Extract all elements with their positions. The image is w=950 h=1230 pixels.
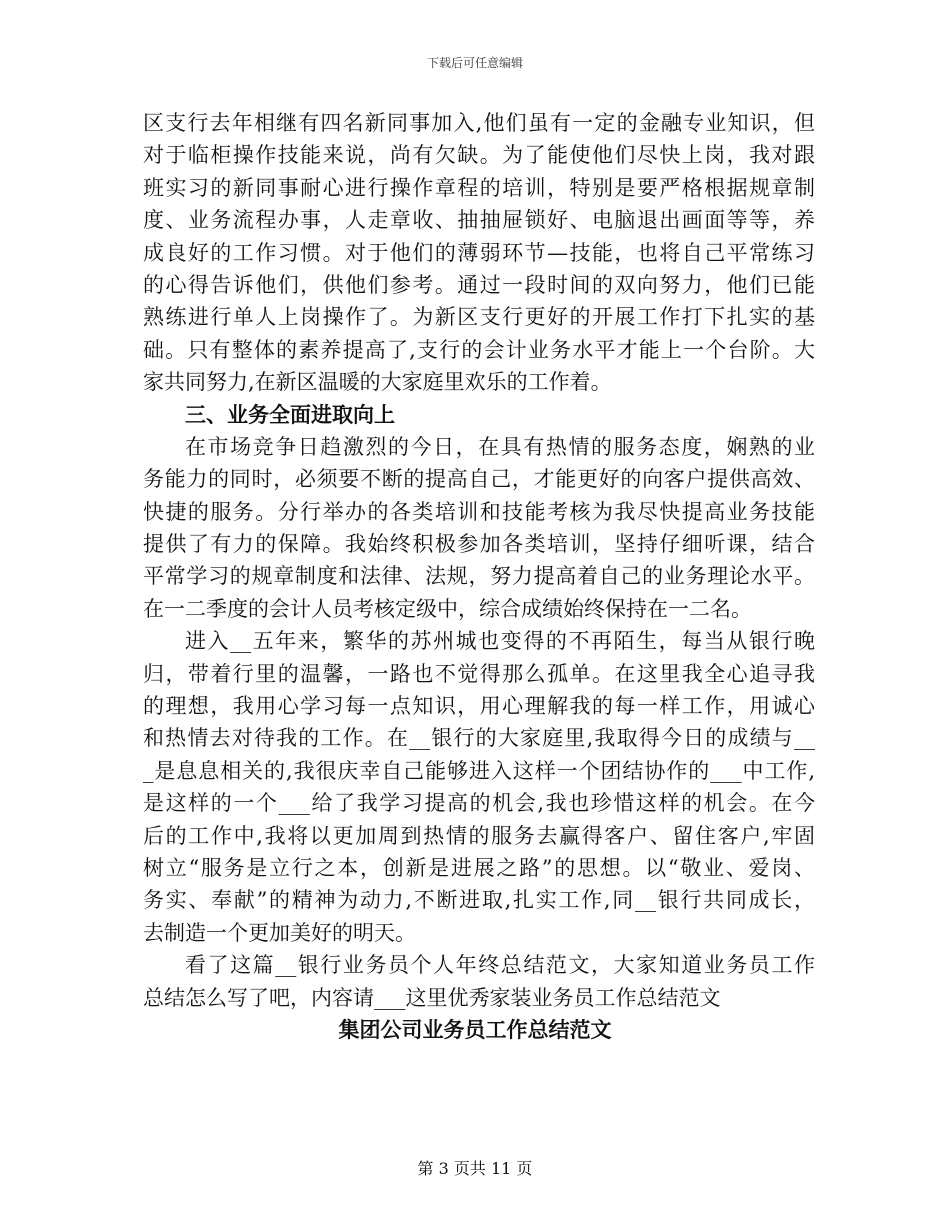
paragraph-line: 和热情去对待我的工作。在__银行的大家庭里,我取得今日的成绩与__ bbox=[143, 726, 815, 751]
paragraph-line: 树立“服务是立行之本，创新是进展之路”的思想。以“敬业、爱岗、 bbox=[143, 855, 815, 880]
paragraph-line: 快捷的服务。分行举办的各类培训和技能考核为我尽快提高业务技能 bbox=[143, 499, 815, 524]
paragraph-line: 础。只有整体的素养提高了,支行的会计业务水平才能上一个台阶。大 bbox=[143, 337, 815, 362]
paragraph-line: 对于临柜操作技能来说，尚有欠缺。为了能使他们尽快上岗，我对跟 bbox=[143, 143, 815, 168]
paragraph-line: 看了这篇__银行业务员个人年终总结范文，大家知道业务员工作 bbox=[185, 953, 815, 978]
section-heading: 三、业务全面进取向上 bbox=[185, 401, 395, 427]
paragraph-line: 家共同努力,在新区温暖的大家庭里欢乐的工作着。 bbox=[143, 370, 612, 395]
paragraph-line: 的心得告诉他们，供他们参考。通过一段时间的双向努力，他们已能 bbox=[143, 272, 815, 297]
paragraph-line: 务实、奉献”的精神为动力,不断进取,扎实工作,同__银行共同成长， bbox=[143, 888, 815, 913]
paragraph-line: 进入__五年来，繁华的苏州城也变得的不再陌生，每当从银行晚 bbox=[185, 629, 815, 654]
document-body bbox=[143, 107, 815, 1046]
paragraph-line: 的理想，我用心学习每一点知识，用心理解我的每一样工作，用诚心 bbox=[143, 694, 815, 719]
paragraph-line: 班实习的新同事耐心进行操作章程的培训，特别是要严格根据规章制 bbox=[143, 175, 815, 200]
paragraph-line: 是这样的一个___给了我学习提高的机会,我也珍惜这样的机会。在今 bbox=[143, 791, 815, 816]
paragraph-line: 去制造一个更加美好的明天。 bbox=[143, 920, 416, 945]
page-header-note: 下载后可任意编辑 bbox=[426, 56, 523, 70]
paragraph-line: 成良好的工作习惯。对于他们的薄弱环节—技能，也将自己平常练习 bbox=[143, 240, 815, 265]
paragraph-line: 后的工作中,我将以更加周到热情的服务去赢得客户、留住客户,牢固 bbox=[143, 823, 815, 848]
paragraph-line: 务能力的同时，必须要不断的提高自己，才能更好的向客户提供高效、 bbox=[143, 467, 815, 492]
paragraph-line: 总结怎么写了吧，内容请___这里优秀家装业务员工作总结范文 bbox=[143, 985, 721, 1010]
paragraph-line: 平常学习的规章制度和法律、法规，努力提高着自己的业务理论水平。 bbox=[143, 564, 815, 589]
page-number-footer: 第 3 页共 11 页 bbox=[417, 1159, 533, 1178]
paragraph-line: 归，带着行里的温馨，一路也不觉得那么孤单。在这里我全心追寻我 bbox=[143, 661, 815, 686]
paragraph-line: 在市场竞争日趋激烈的今日，在具有热情的服务态度，娴熟的业 bbox=[185, 434, 815, 459]
paragraph-line: 区支行去年相继有四名新同事加入,他们虽有一定的金融专业知识，但 bbox=[143, 111, 815, 135]
paragraph-line: _是息息相关的,我很庆幸自己能够进入这样一个团结协作的___中工作, bbox=[143, 758, 815, 783]
paragraph-line: 熟练进行单人上岗操作了。为新区支行更好的开展工作打下扎实的基 bbox=[143, 305, 815, 330]
paragraph-line: 度、业务流程办事，人走章收、抽抽屉锁好、电脑退出画面等等，养 bbox=[143, 208, 815, 233]
paragraph-line: 提供了有力的保障。我始终积极参加各类培训，坚持仔细听课，结合 bbox=[143, 532, 815, 557]
next-document-title: 集团公司业务员工作总结范文 bbox=[338, 1016, 612, 1042]
paragraph-line: 在一二季度的会计人员考核定级中，综合成绩始终保持在一二名。 bbox=[143, 596, 752, 621]
